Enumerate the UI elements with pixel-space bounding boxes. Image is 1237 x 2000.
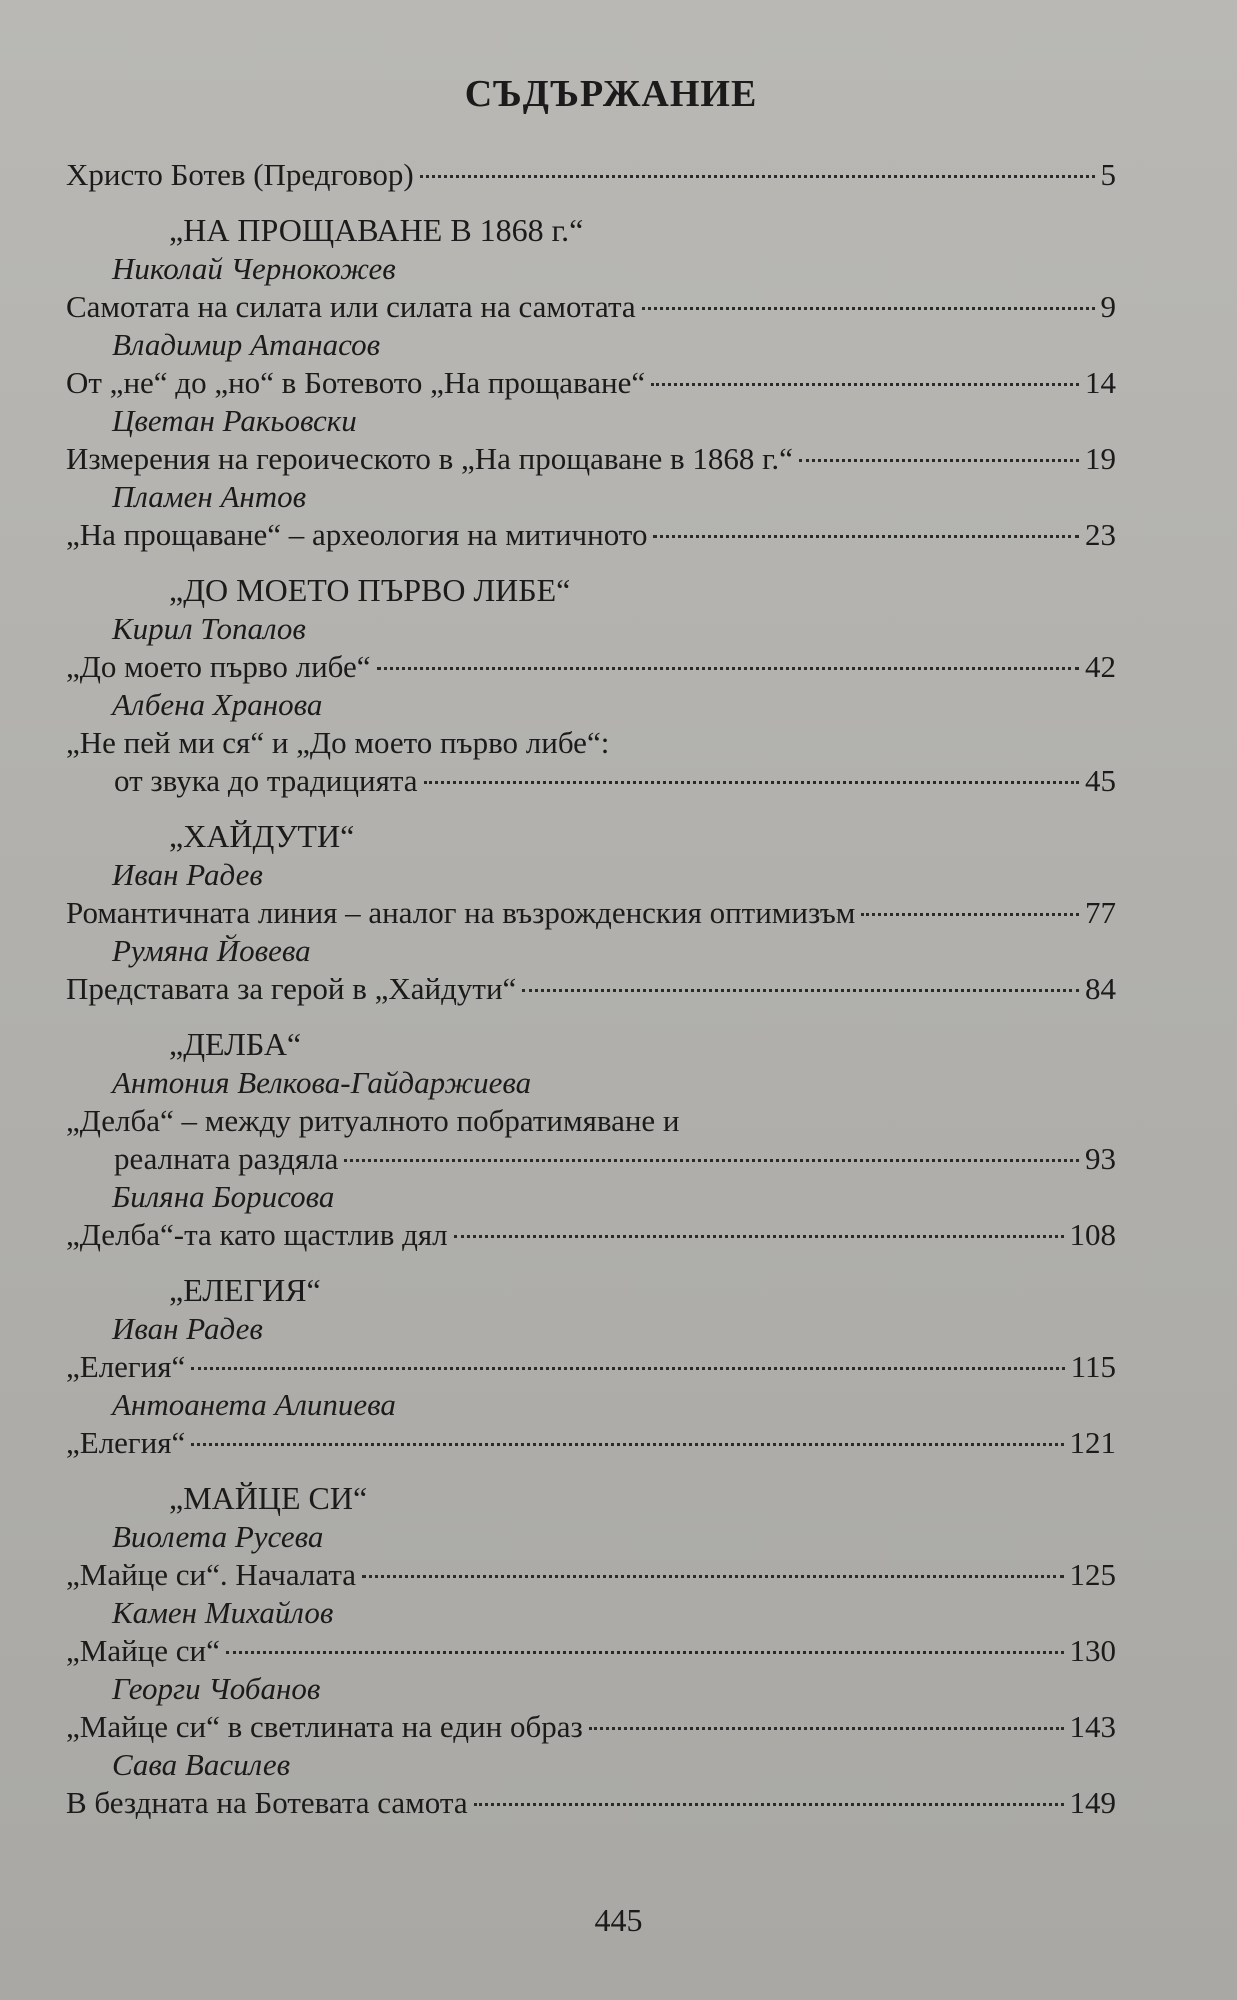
dot-leader bbox=[589, 1727, 1064, 1730]
toc-entry bbox=[66, 1348, 1116, 1386]
dot-leader bbox=[362, 1575, 1063, 1578]
entry-title-line: „Делба“ – между ритуалното побратимяване и bbox=[66, 1103, 680, 1138]
toc-section bbox=[66, 570, 1116, 800]
article-author: Иван Радев bbox=[112, 1311, 263, 1346]
entry-title: „Елегия“ bbox=[66, 1425, 186, 1460]
dot-leader bbox=[861, 913, 1079, 916]
article-author: Антоанета Алипиева bbox=[112, 1387, 396, 1422]
entry-page-number: 125 bbox=[1069, 1557, 1116, 1592]
article-author: Николай Чернокожев bbox=[112, 251, 396, 286]
toc-entry bbox=[66, 1784, 1116, 1822]
article-author: Кирил Топалов bbox=[112, 611, 306, 646]
dot-leader bbox=[344, 1159, 1079, 1162]
dot-leader bbox=[424, 781, 1079, 784]
toc-entry bbox=[66, 1424, 1116, 1462]
dot-leader bbox=[191, 1443, 1063, 1446]
entry-title: „Майце си“ в светлината на един образ bbox=[66, 1709, 583, 1744]
article-author: Иван Радев bbox=[112, 857, 263, 892]
entry-title: Христо Ботев (Предговор) bbox=[66, 157, 414, 192]
section-heading: „ДЕЛБА“ bbox=[169, 1026, 302, 1062]
entry-page-number: 130 bbox=[1069, 1633, 1116, 1668]
entry-title: „На прощаване“ – археология на митичното bbox=[66, 517, 648, 552]
dot-leader bbox=[642, 307, 1095, 310]
dot-leader bbox=[454, 1235, 1064, 1238]
toc-entry bbox=[66, 762, 1116, 800]
entry-page-number: 93 bbox=[1085, 1141, 1116, 1176]
entry-page-number: 115 bbox=[1070, 1349, 1116, 1384]
toc-entry bbox=[66, 1140, 1116, 1178]
toc-entry bbox=[66, 516, 1116, 554]
toc-section bbox=[66, 210, 1116, 554]
entry-title: „Майце си“ bbox=[66, 1633, 220, 1668]
dot-leader bbox=[653, 535, 1079, 538]
entry-title: „Елегия“ bbox=[66, 1349, 186, 1384]
toc-section bbox=[66, 1478, 1116, 1822]
entry-title-line: „Не пей ми ся“ и „До моето първо либе“: bbox=[66, 725, 610, 760]
section-heading: „НА ПРОЩАВАНЕ В 1868 г.“ bbox=[169, 212, 584, 248]
article-author: Румяна Йовева bbox=[112, 933, 311, 968]
section-heading: „ДО МОЕТО ПЪРВО ЛИБЕ“ bbox=[169, 572, 571, 608]
article-author: Албена Хранова bbox=[112, 687, 323, 722]
entry-title: от звука до традицията bbox=[114, 763, 418, 798]
article-author: Сава Василев bbox=[112, 1747, 291, 1782]
dot-leader bbox=[799, 459, 1079, 462]
entry-page-number: 5 bbox=[1100, 157, 1116, 192]
entry-page-number: 14 bbox=[1085, 365, 1116, 400]
article-author: Георги Чобанов bbox=[112, 1671, 321, 1706]
entry-title: „Делба“-та като щастлив дял bbox=[66, 1217, 448, 1252]
entry-page-number: 23 bbox=[1085, 517, 1116, 552]
article-author: Биляна Борисова bbox=[112, 1179, 335, 1214]
article-author: Камен Михайлов bbox=[112, 1595, 334, 1630]
entry-page-number: 84 bbox=[1085, 971, 1116, 1006]
toc-entry bbox=[66, 894, 1116, 932]
page-number: 445 bbox=[594, 1902, 643, 1938]
toc-entry bbox=[66, 364, 1116, 402]
toc-entry bbox=[66, 1556, 1116, 1594]
section-heading: „МАЙЦЕ СИ“ bbox=[169, 1480, 368, 1516]
toc-entry bbox=[66, 648, 1116, 686]
entry-title: Представата за герой в „Хайдути“ bbox=[66, 971, 517, 1006]
entry-title: „Майце си“. Началата bbox=[66, 1557, 357, 1592]
entry-page-number: 77 bbox=[1085, 895, 1116, 930]
table-of-contents bbox=[66, 72, 1116, 1822]
toc-section bbox=[66, 1024, 1116, 1254]
entry-page-number: 42 bbox=[1085, 649, 1116, 684]
dot-leader bbox=[226, 1651, 1064, 1654]
toc-entry bbox=[66, 1632, 1116, 1670]
dot-leader bbox=[651, 383, 1079, 386]
toc-section bbox=[66, 816, 1116, 1008]
toc-entry-preface bbox=[66, 156, 1116, 194]
toc-title: СЪДЪРЖАНИЕ bbox=[464, 73, 758, 115]
article-author: Пламен Антов bbox=[112, 479, 307, 514]
entry-title: От „не“ до „но“ в Ботевото „На прощаване“ bbox=[66, 365, 646, 400]
article-author: Виолета Русева bbox=[112, 1519, 324, 1554]
article-author: Антония Велкова-Гайдаржиева bbox=[112, 1065, 532, 1100]
dot-leader bbox=[377, 667, 1079, 670]
entry-title: Самотата на силата или силата на самотата bbox=[66, 289, 636, 324]
entry-title: В бездната на Ботевата самота bbox=[66, 1785, 468, 1820]
entry-page-number: 149 bbox=[1069, 1785, 1116, 1820]
toc-entry bbox=[66, 970, 1116, 1008]
toc-entry bbox=[66, 440, 1116, 478]
section-heading: „ХАЙДУТИ“ bbox=[169, 818, 355, 854]
entry-page-number: 121 bbox=[1069, 1425, 1116, 1460]
entry-page-number: 143 bbox=[1069, 1709, 1116, 1744]
entry-page-number: 19 bbox=[1085, 441, 1116, 476]
dot-leader bbox=[522, 989, 1079, 992]
article-author: Цветан Ракьовски bbox=[112, 403, 357, 438]
dot-leader bbox=[191, 1367, 1064, 1370]
dot-leader bbox=[474, 1803, 1064, 1806]
toc-section bbox=[66, 1270, 1116, 1462]
toc-entry bbox=[66, 288, 1116, 326]
entry-page-number: 45 bbox=[1085, 763, 1116, 798]
entry-title: реалната раздяла bbox=[114, 1141, 339, 1176]
entry-page-number: 9 bbox=[1100, 289, 1116, 324]
section-heading: „ЕЛЕГИЯ“ bbox=[169, 1272, 321, 1308]
entry-page-number: 108 bbox=[1069, 1217, 1116, 1252]
dot-leader bbox=[420, 175, 1095, 178]
article-author: Владимир Атанасов bbox=[112, 327, 381, 362]
toc-entry bbox=[66, 1216, 1116, 1254]
entry-title: Романтичната линия – аналог на възрожденския оптимизъм bbox=[66, 895, 856, 930]
entry-title: Измерения на героическото в „На прощаване в 1868 г.“ bbox=[66, 441, 793, 476]
entry-title: „До моето първо либе“ bbox=[66, 649, 371, 684]
toc-entry bbox=[66, 1708, 1116, 1746]
